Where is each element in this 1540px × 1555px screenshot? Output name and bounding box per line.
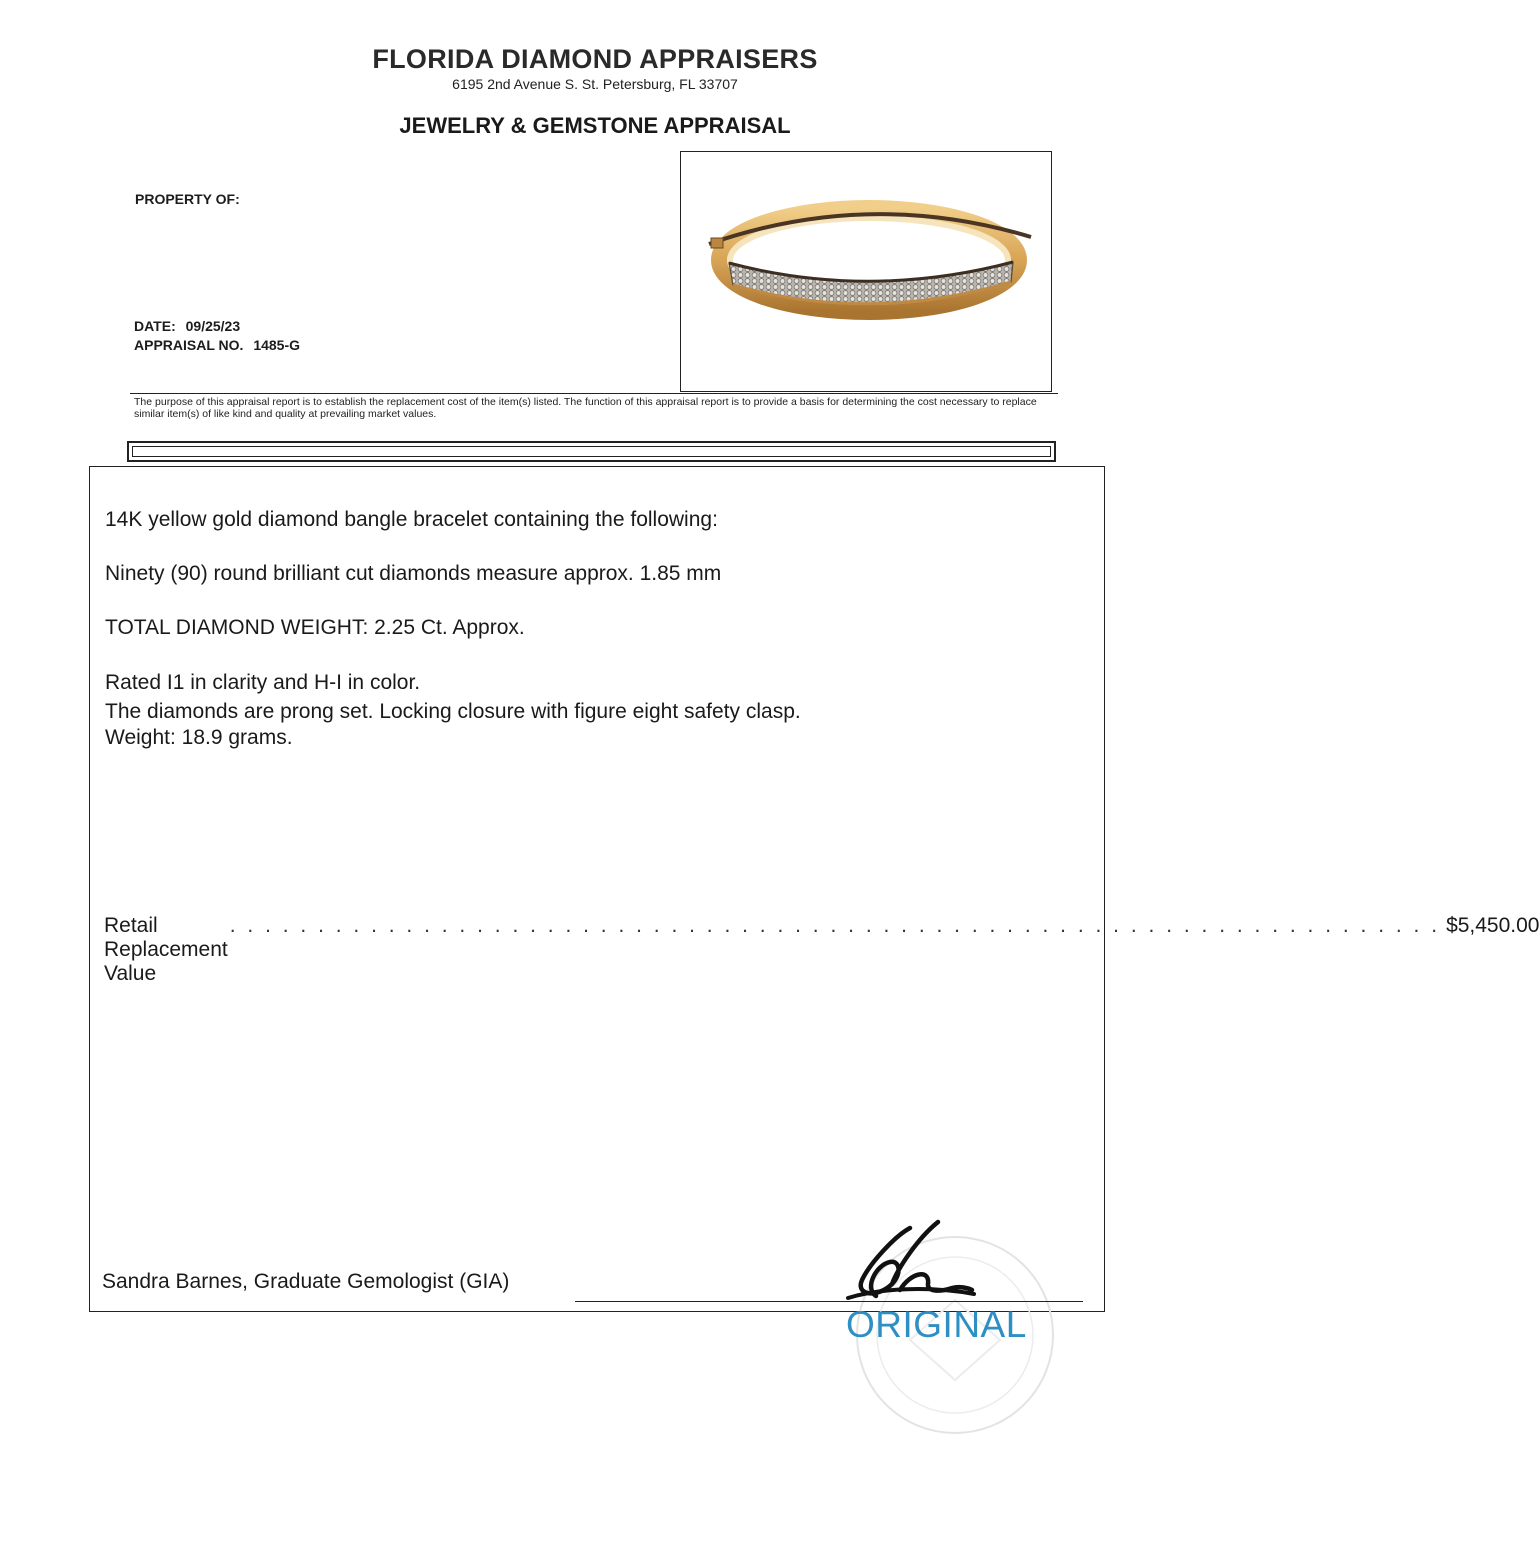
appraisal-number-label: APPRAISAL NO. <box>134 337 244 353</box>
company-name: FLORIDA DIAMOND APPRAISERS <box>372 44 818 74</box>
handwritten-signature <box>840 1218 980 1308</box>
purpose-statement: The purpose of this appraisal report is to establish the replacement cost of the item(s) listed. The function of this appraisal report is to provide a basis for determining the cost necessary to replace similar item(s) of like kind and quality at prevailing market values. <box>134 396 1037 420</box>
signature-line <box>575 1301 1083 1302</box>
item-photo <box>680 151 1052 392</box>
date-value: 09/25/23 <box>185 318 241 334</box>
description-line-3: TOTAL DIAMOND WEIGHT: 2.25 Ct. Approx. <box>105 616 525 639</box>
appraisal-number-row <box>134 337 300 353</box>
description-line-4: Rated I1 in clarity and H-I in color. <box>105 671 421 694</box>
valuation-row <box>104 914 1540 986</box>
valuation-leader: . . . . . . . . . . . . . . . . . . . . . . . . . . . . . . . . . . . . . . . . . . . . . . . . . . . . . . . . . . . . . . . . . . . . . <box>229 914 1441 937</box>
valuation-label: Retail Replacement Value <box>104 914 228 985</box>
double-rule-bar <box>127 441 1056 462</box>
company-address: 6195 2nd Avenue S. St. Petersburg, FL 33707 <box>452 76 738 92</box>
description-line-6: Weight: 18.9 grams. <box>105 726 293 749</box>
valuation-amount: $5,450.00 <box>1446 914 1540 937</box>
appraisal-number-value: 1485-G <box>253 337 301 353</box>
original-stamp: ORIGINAL <box>846 1304 1027 1345</box>
divider-line <box>130 393 1058 394</box>
document-title: JEWELRY & GEMSTONE APPRAISAL <box>399 113 791 138</box>
date-row <box>134 318 240 334</box>
bracelet-image <box>681 152 1051 391</box>
description-box <box>89 466 1105 1312</box>
property-of-label: PROPERTY OF: <box>135 191 240 207</box>
description-line-5: The diamonds are prong set. Locking closure with figure eight safety clasp. <box>105 700 801 723</box>
description-line-2: Ninety (90) round brilliant cut diamonds measure approx. 1.85 mm <box>105 562 722 585</box>
date-label: DATE: <box>134 318 176 334</box>
appraiser-name: Sandra Barnes, Graduate Gemologist (GIA) <box>102 1270 510 1293</box>
description-line-1: 14K yellow gold diamond bangle bracelet containing the following: <box>105 508 718 531</box>
double-rule-inner <box>132 446 1051 457</box>
